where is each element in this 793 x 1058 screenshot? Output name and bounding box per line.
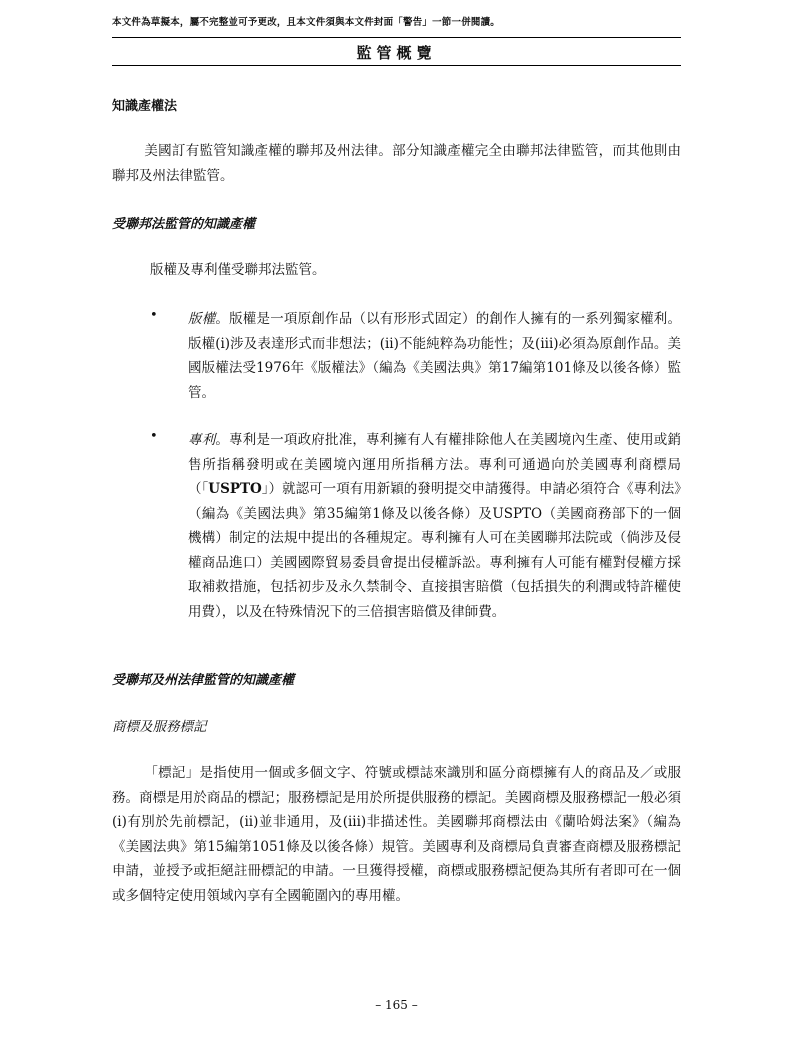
patent-item bbox=[188, 428, 681, 624]
header-rule-top bbox=[112, 37, 681, 38]
federal-state-ip-heading: 受聯邦及州法律監管的知識產權 bbox=[112, 673, 295, 688]
patent-text-before: 。專利是一項政府批准，專利擁有人有權排除他人在美國境內生產、使用或銷售所指稱發明或在美國境內運用所指稱方法。專利可通過向於美國專利商標局（「 bbox=[188, 432, 682, 497]
uspto-abbreviation: USPTO bbox=[208, 481, 262, 497]
patent-text-after: 」）就認可一項有用新穎的發明提交申請獲得。申請必須符合《專利法》（編為《美國法典》第35編第1條及以後各條）及USPTO（美國商務部下的一個機構）制定的法規中提出的各種規定。專利擁有人可在美國聯邦法院或（倘涉及侵權商品進口）美國國際貿易委員會提出侵權訴訟。專利擁有人可能有權對侵權方採取補救措施，包括初步及永久禁制令、直接損害賠償（包括損失的利潤或特許權使用費），以及在特殊情況下的三倍損害賠償及律師費。 bbox=[188, 481, 682, 620]
draft-notice: 本文件為草擬本，屬不完整並可予更改，且本文件須與本文件封面「警告」一節一併閱讀。 bbox=[112, 17, 501, 28]
copyright-text: 。版權是一項原創作品（以有形形式固定）的創作人擁有的一系列獨家權利。版權(i)涉及表達形式而非想法；(ii)不能純粹為功能性；及(iii)必須為原創作品。美國版權法受1976年《版權法》（編為《美國法典》第17編第101條及以後各條）監管。 bbox=[188, 311, 682, 401]
copyright-item bbox=[188, 307, 681, 405]
copyright-term: 版權 bbox=[188, 311, 216, 327]
federal-intro-paragraph: 版權及專利僅受聯邦法監管。 bbox=[150, 262, 326, 278]
trademark-paragraph: 「標記」是指使用一個或多個文字、符號或標誌來識別和區分商標擁有人的商品及／或服務。商標是用於商品的標記；服務標記是用於所提供服務的標記。美國商標及服務標記一般必須(i)有別於先前標記，(ii)並非通用，及(iii)非描述性。美國聯邦商標法由《蘭哈姆法案》（編為《美國法典》第15編第1051條及以後各條）規管。美國專利及商標局負責審查商標及服務標記申請，並授予或拒絕註冊標記的申請。一旦獲得授權，商標或服務標記便為其所有者即可在一個或多個特定使用領域內享有全國範圍內的專用權。 bbox=[112, 765, 681, 904]
page-title: 監管概覽 bbox=[356, 44, 437, 62]
federal-ip-heading: 受聯邦法監管的知識產權 bbox=[112, 217, 256, 232]
page-number: – 165 – bbox=[375, 998, 418, 1012]
patent-bullet: • bbox=[150, 429, 158, 444]
trademark-heading: 商標及服務標記 bbox=[112, 719, 207, 735]
copyright-bullet: • bbox=[150, 308, 158, 323]
ip-law-paragraph: 美國訂有監管知識產權的聯邦及州法律。部分知識產權完全由聯邦法律監管，而其他則由聯邦及州法律監管。 bbox=[112, 143, 681, 184]
patent-term: 專利 bbox=[188, 432, 216, 448]
header-rule-bottom bbox=[112, 65, 681, 66]
ip-law-heading: 知識產權法 bbox=[112, 99, 178, 114]
